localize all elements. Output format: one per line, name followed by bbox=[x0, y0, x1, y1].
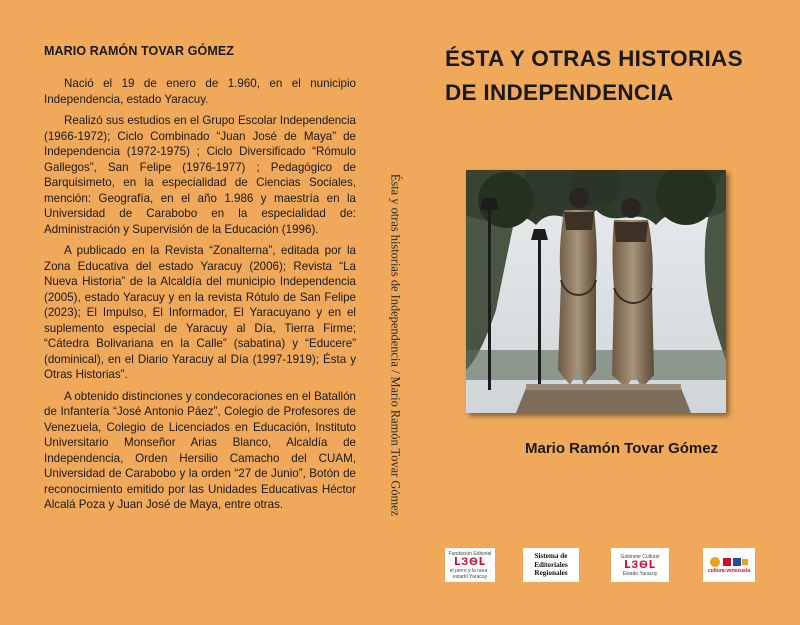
logo1-mark: ԼЗѲԼ bbox=[454, 555, 486, 568]
spine-text: Ésta y otras historias de Independencia / Mario Ramón Tovar Gómez bbox=[388, 173, 403, 517]
publisher-logos bbox=[415, 548, 800, 588]
logo-fundacion-editorial bbox=[445, 548, 495, 582]
logo1-bottom-text: el perro y la rana · estado Yaracuy bbox=[449, 567, 491, 580]
author-biography bbox=[44, 76, 356, 519]
logo1-top-text: Fundación Editorial bbox=[448, 550, 492, 557]
bio-paragraph-distinctions: A obtenido distinciones y condecoraciones en el Batallón de Infantería “José Antonio Páez”, Colegio de Profesores de Venezuela, Colegio de Licenciados en Educación, Instituto Universitario Monseñor Arias Blanco, Alcaldía de Independencia, Orden Hersilio Camacho del CUAM, Universidad de Carabobo y la orden “27 de Junio”, Botón de reconocimiento emitido por las Unidades Educativas Héctor Alcalá Poza y Juan José de Maya, entre otras. bbox=[44, 389, 356, 511]
logo-cultura-venezuela bbox=[703, 548, 755, 582]
bio-paragraph-publications: A publicado en la Revista “Zonalterna”, editada por la Zona Educativa del estado Yaracuy (2006); Revista “La Nueva Historia” de la Alcaldía del municipio Independencia (2005), estado Yaracuy y en la revista Rótulo de San Felipe (2023); El Impulso, El Informador, El Yaracuyano y en el suplemento especial de Yaracuy al Día, Tierra Firme; “Cátedra Bolivariana en la Calle” (sabatina) y “Educere” (dominical), en el Diario Yaracuy al Día (1997-1919); Ésta y Otras Historias”. bbox=[44, 244, 356, 381]
cover-photo-statues bbox=[466, 170, 726, 413]
bio-paragraph-studies: Realizó sus estudios en el Grupo Escolar Independencia (1966-1972); Ciclo Combinado “Juan José de Maya” de Independencia (1972-1975) ; Ciclo Diversificado “Rómulo Gallegos”, San Felipe (1976-1977) ; Pedagógico de Barquisimeto, en la especialidad de Ciencias Sociales, mención: Geografía, en el año 1.986 y maestría en la Universidad de Carabobo en la especialidad de: Administración y Supervisión de la Educación (1996). bbox=[44, 114, 356, 236]
logo3-mark: ԼЗѲԼ bbox=[624, 558, 656, 571]
author-heading: MARIO RAMÓN TOVAR GÓMEZ bbox=[44, 44, 235, 58]
book-spine bbox=[375, 0, 415, 625]
logo-sistema-editoriales bbox=[523, 548, 579, 582]
logo3-bottom-text: Estado Yaracuy bbox=[622, 570, 658, 577]
logo3-top-text: Gabinete Cultural bbox=[620, 553, 660, 560]
bio-paragraph-birth: Nació el 19 de enero de 1.960, en el nunicipio Independencia, estado Yaracuy. bbox=[44, 77, 356, 106]
logo4-flag-icon bbox=[709, 556, 749, 568]
book-title-line-2: DE INDEPENDENCIA bbox=[445, 80, 674, 105]
book-title-line-1: ÉSTA Y OTRAS HISTORIAS bbox=[445, 46, 743, 71]
front-cover bbox=[415, 0, 800, 625]
logo4-text: cultura·venezuela bbox=[707, 568, 751, 574]
front-author-name: Mario Ramón Tovar Gómez bbox=[525, 440, 719, 457]
logo2-line-3: Regionales bbox=[534, 569, 568, 578]
logo2-line-2: Editoriales bbox=[534, 560, 568, 569]
logo-gabinete-cultural bbox=[611, 548, 669, 582]
logo2-line-1: Sistema de bbox=[534, 552, 568, 561]
book-title bbox=[445, 42, 785, 110]
statues-illustration bbox=[466, 170, 726, 413]
back-cover bbox=[0, 0, 375, 625]
